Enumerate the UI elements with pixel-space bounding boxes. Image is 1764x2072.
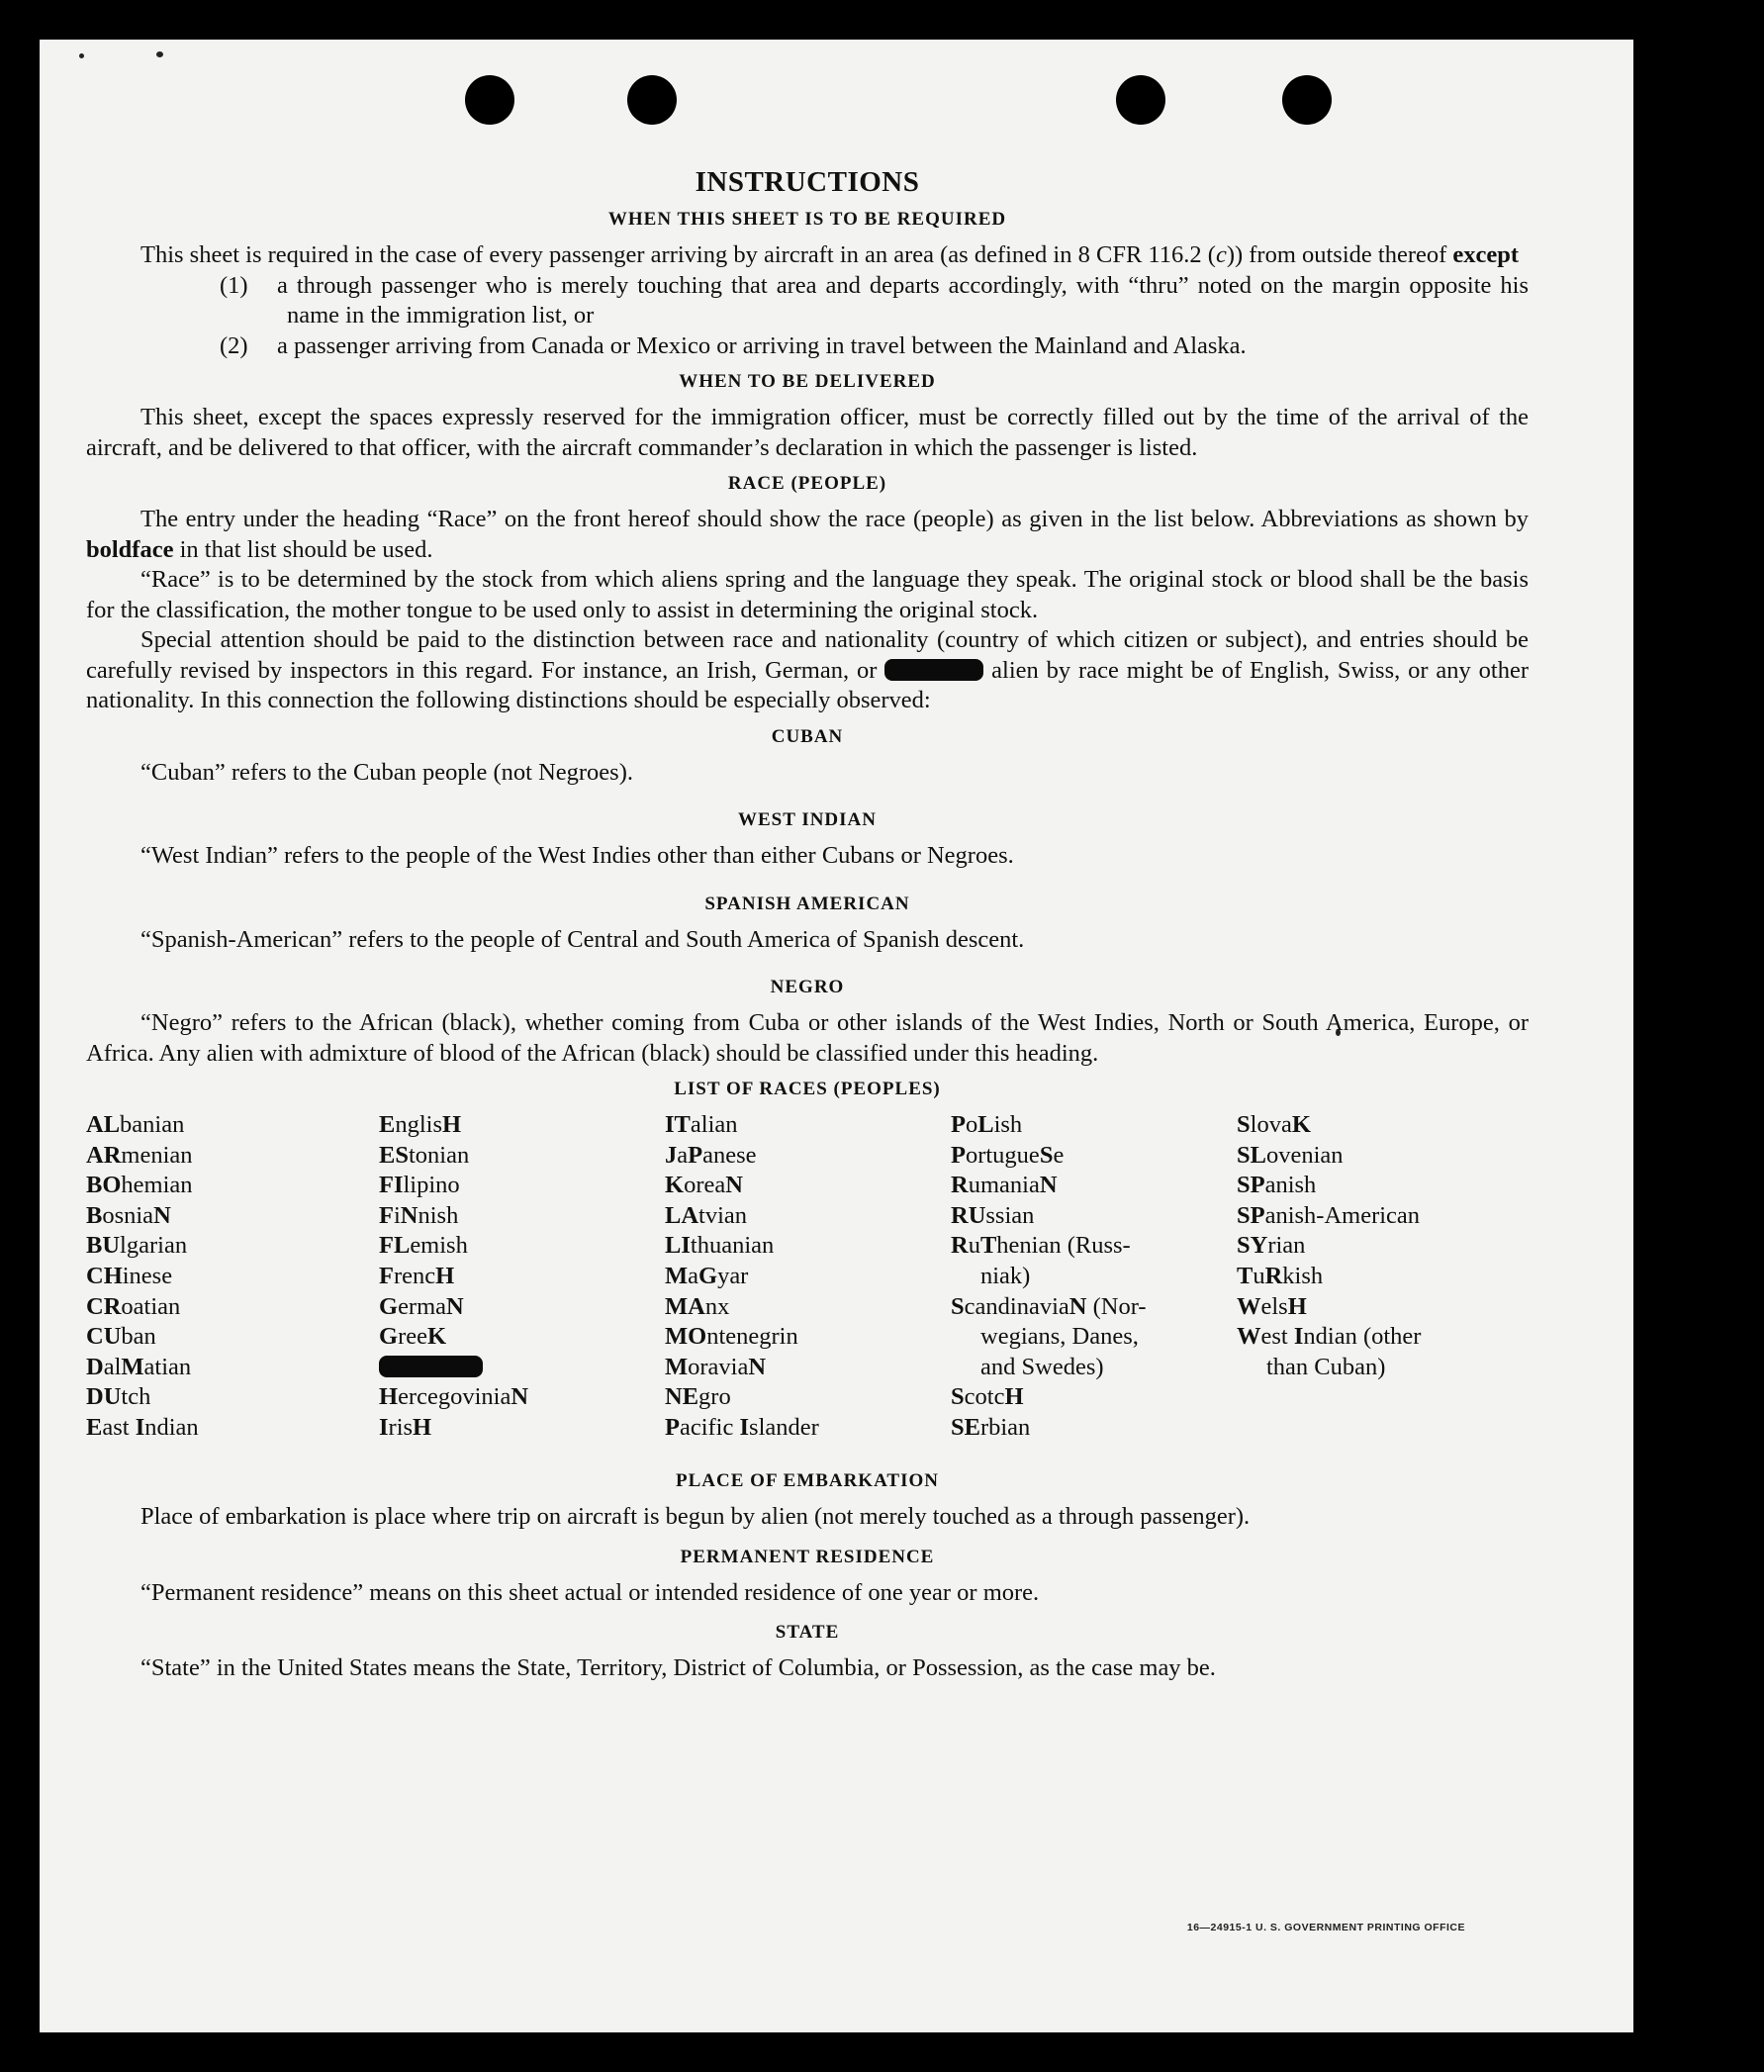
- race-entry: KoreaN: [665, 1172, 743, 1199]
- race-entry: LIthuanian: [665, 1232, 775, 1260]
- race-entry: LAtvian: [665, 1201, 748, 1229]
- race-entry: [379, 1353, 528, 1383]
- race-column: [379, 1110, 528, 1444]
- race-entry: EStonian: [379, 1141, 470, 1169]
- spacer: [86, 1608, 1529, 1612]
- race-column: [951, 1110, 1147, 1444]
- section-heading-spanish-american: SPANISH AMERICAN: [704, 893, 910, 914]
- section-heading-state: STATE: [775, 1622, 840, 1643]
- race-entry: DUtch: [86, 1383, 151, 1411]
- race-entry: WelsH: [1237, 1292, 1307, 1320]
- race-entry: RumaniaN: [951, 1172, 1058, 1199]
- spacer: [86, 1533, 1529, 1537]
- section-heading-west-indian: WEST INDIAN: [738, 809, 877, 830]
- punch-hole: [1282, 75, 1332, 125]
- list-item: (1) a through passenger who is merely touching that area and departs accordingly, with “thru” noted on the margin opposite his name in the immigration list, or: [220, 271, 1529, 329]
- punch-hole: [627, 75, 677, 125]
- race-column: [86, 1110, 199, 1444]
- race-entry: RUssian: [951, 1201, 1035, 1229]
- race-column: [1237, 1110, 1421, 1382]
- paragraph-when-required: This sheet is required in the case of every passenger arriving by aircraft in an area (as defined in 8 CFR 116.2 (c)) from outside thereof except: [140, 241, 1520, 268]
- paragraph-cuban: “Cuban” refers to the Cuban people (not Negroes).: [140, 758, 633, 786]
- race-entry: MoraviaN: [665, 1353, 767, 1380]
- race-entry: MOntenegrin: [665, 1323, 798, 1351]
- paragraph-race-2: “Race” is to be determined by the stock from which aliens spring and the language they speak. The original stock or blood shall be the basis for the classification, the mother tongue to be used only to assist in determining the original stock.: [86, 566, 1529, 623]
- race-entry-continuation: and Swedes): [980, 1353, 1104, 1380]
- paragraph-negro: “Negro” refers to the African (black), whether coming from Cuba or other islands of the West Indies, North or South America, Europe, or Africa. Any alien with admixture of blood of the African (black) should be classified under this heading.: [86, 1009, 1529, 1067]
- race-entry: MaGyar: [665, 1262, 749, 1289]
- race-entry: CUban: [86, 1323, 156, 1351]
- paragraph-race-3: Special attention should be paid to the distinction between race and nationality (country of which citizen or subject), and entries should be carefully revised by inspectors in this regard. For instance, an Irish, German, or alien by race might be of English, Swiss, or any other nationality. In this connection the following distinctions should be especially observed:: [86, 626, 1530, 713]
- race-entry: ALbanian: [86, 1111, 185, 1138]
- race-entry: TuRkish: [1237, 1262, 1324, 1289]
- race-entry: CHinese: [86, 1262, 173, 1289]
- race-entry: PoLish: [951, 1111, 1023, 1138]
- race-entry-continuation: wegians, Danes,: [980, 1323, 1139, 1351]
- paragraph-embarkation: Place of embarkation is place where trip on aircraft is begun by alien (not merely touched as a through passenger).: [140, 1503, 1251, 1530]
- race-entry: East Indian: [86, 1413, 199, 1441]
- print-code: 16—24915-1 U. S. GOVERNMENT PRINTING OFFICE: [1186, 1922, 1465, 1933]
- race-entry: BosniaN: [86, 1201, 171, 1229]
- paragraph-west-indian: “West Indian” refers to the people of the West Indies other than either Cubans or Negroes.: [140, 842, 1014, 869]
- race-entry: FiNnish: [379, 1201, 459, 1229]
- speck: [156, 51, 163, 57]
- race-entry: BOhemian: [86, 1172, 193, 1199]
- race-entry: BUlgarian: [86, 1232, 188, 1260]
- section-heading-embarkation: PLACE OF EMBARKATION: [676, 1470, 939, 1491]
- race-entry: NEgro: [665, 1383, 731, 1411]
- list-item: (2) a passenger arriving from Canada or Mexico or arriving in travel between the Mainland and Alaska.: [220, 331, 1247, 359]
- paragraph-state: “State” in the United States means the State, Territory, District of Columbia, or Possession, as the case may be.: [140, 1654, 1216, 1681]
- paragraph-permanent-residence: “Permanent residence” means on this sheet actual or intended residence of one year or more.: [140, 1578, 1040, 1606]
- race-column: [665, 1110, 819, 1444]
- race-entry: ScotcH: [951, 1383, 1024, 1411]
- spacer: [86, 872, 1529, 884]
- race-entry: GreeK: [379, 1323, 447, 1351]
- race-entry: FLemish: [379, 1232, 468, 1260]
- race-entry: SYrian: [1237, 1232, 1306, 1260]
- document-body: [86, 166, 1529, 1684]
- race-entry: DalMatian: [86, 1353, 192, 1380]
- race-entry-continuation: than Cuban): [1266, 1353, 1386, 1380]
- section-heading-when-required: WHEN THIS SHEET IS TO BE REQUIRED: [607, 209, 1007, 230]
- speck: [79, 53, 84, 58]
- race-entry: CRoatian: [86, 1292, 181, 1320]
- section-heading-when-delivered: WHEN TO BE DELIVERED: [679, 371, 936, 392]
- race-entry: MAnx: [665, 1292, 730, 1320]
- redaction-mark: [379, 1356, 483, 1377]
- spacer: [86, 788, 1529, 800]
- punch-hole: [465, 75, 514, 125]
- race-entry: JaPanese: [665, 1141, 757, 1169]
- race-entry: GermaN: [379, 1292, 464, 1320]
- race-entry: FIlipino: [379, 1172, 460, 1199]
- redaction-mark: [884, 659, 983, 681]
- punch-hole: [1116, 75, 1165, 125]
- race-entry: ScandinaviaN (Nor-: [951, 1292, 1147, 1320]
- race-entry: SErbian: [951, 1413, 1031, 1441]
- race-entry: IrisH: [379, 1413, 432, 1441]
- race-entry: RuThenian (Russ-: [951, 1232, 1131, 1260]
- race-entry-continuation: niak): [980, 1262, 1031, 1289]
- paragraph-when-delivered: This sheet, except the spaces expressly reserved for the immigration officer, must be correctly filled out by the time of the arrival of the aircraft, and be delivered to that officer, with the aircraft commander’s declaration in which the passenger is listed.: [86, 404, 1529, 461]
- page-title: INSTRUCTIONS: [695, 166, 920, 198]
- race-entry: FrencH: [379, 1262, 455, 1289]
- race-entry: Pacific Islander: [665, 1413, 819, 1441]
- race-entry: West Indian (other: [1237, 1323, 1422, 1351]
- race-entry: ITalian: [665, 1111, 738, 1138]
- spacer: [86, 955, 1529, 967]
- race-list: [86, 1110, 1529, 1466]
- section-heading-negro: NEGRO: [770, 977, 845, 997]
- race-entry: SPanish-American: [1237, 1201, 1421, 1229]
- race-entry: EnglisH: [379, 1111, 462, 1138]
- paragraph-spanish-american: “Spanish-American” refers to the people of Central and South America of Spanish descent.: [140, 925, 1025, 953]
- section-heading-permanent-residence: PERMANENT RESIDENCE: [680, 1546, 935, 1567]
- race-entry: HercegoviniaN: [379, 1383, 529, 1411]
- race-entry: SlovaK: [1237, 1111, 1311, 1138]
- race-entry: SPanish: [1237, 1172, 1317, 1199]
- section-heading-cuban: CUBAN: [771, 725, 844, 747]
- section-heading-race: RACE (PEOPLE): [727, 473, 887, 494]
- race-entry: ARmenian: [86, 1141, 193, 1169]
- document-page: [40, 40, 1633, 2032]
- section-heading-list-of-races: LIST OF RACES (PEOPLES): [674, 1079, 941, 1099]
- paragraph-race-1: The entry under the heading “Race” on the front hereof should show the race (people) as given in the list below. Abbreviations as shown by boldface in that list should be used.: [86, 506, 1529, 563]
- race-entry: SLovenian: [1237, 1141, 1344, 1169]
- race-entry: PortugueSe: [951, 1141, 1065, 1169]
